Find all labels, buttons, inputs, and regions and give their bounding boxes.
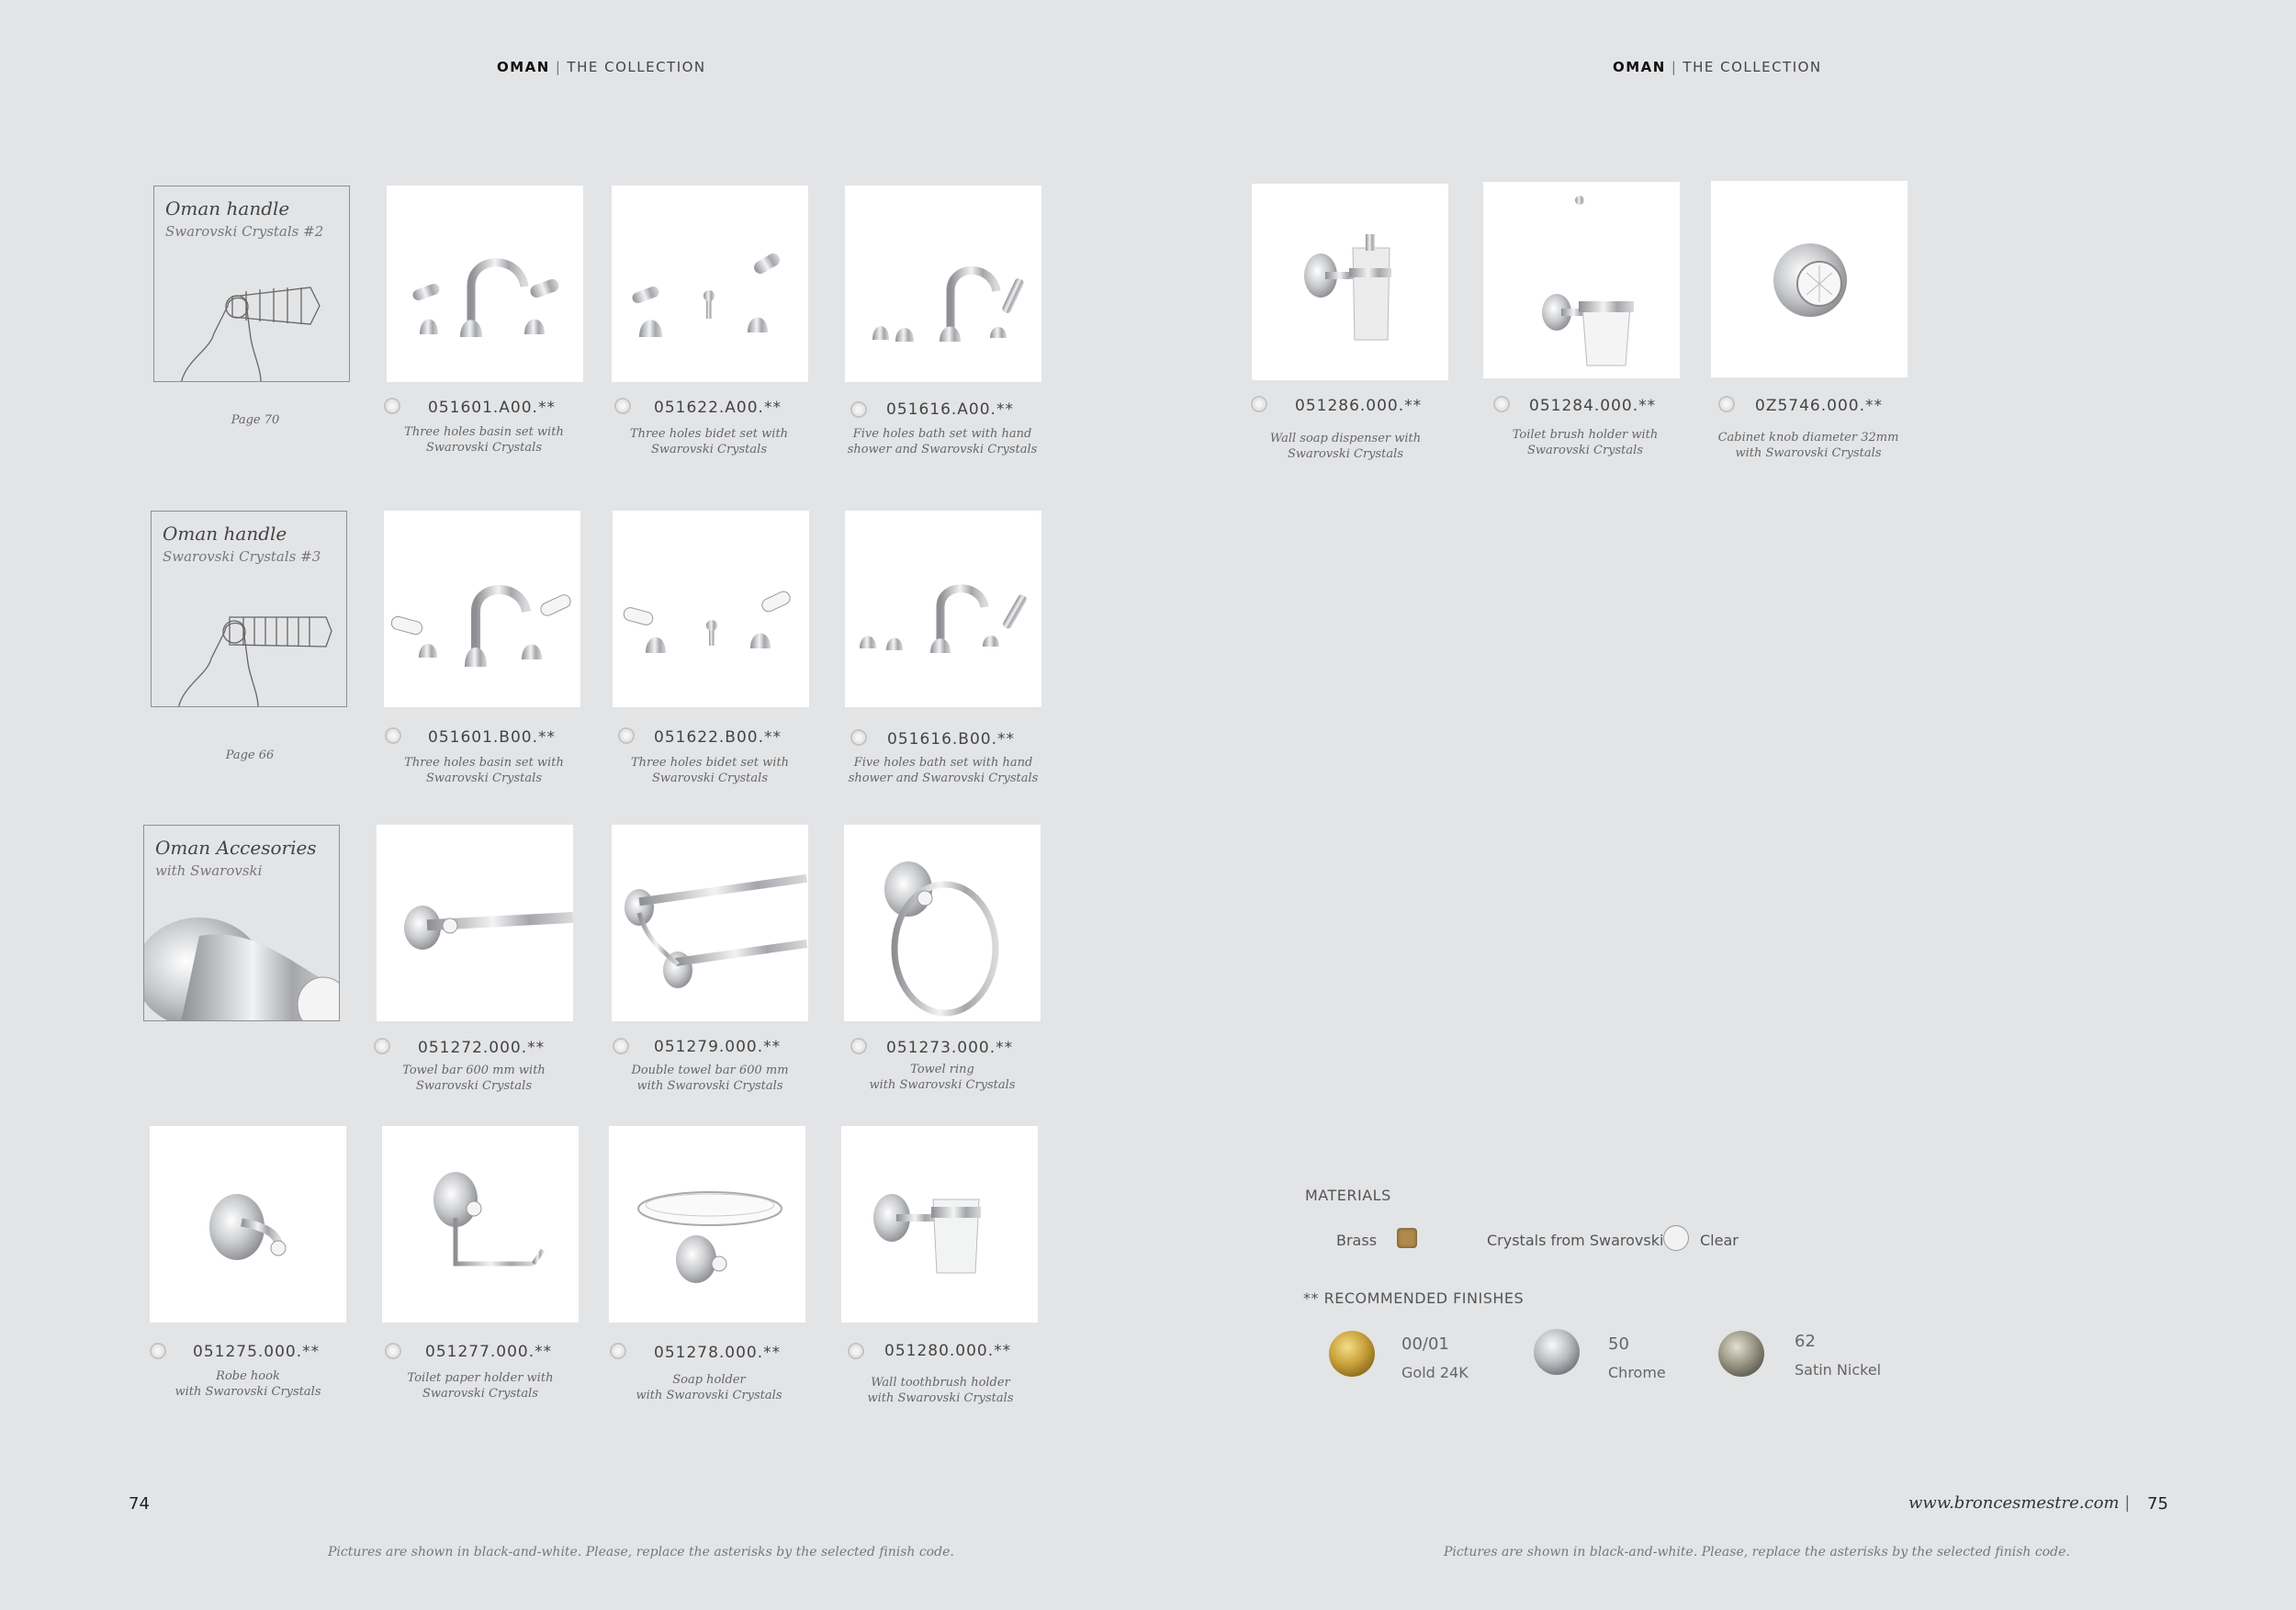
product-image[interactable] bbox=[382, 1126, 579, 1323]
select-radio[interactable] bbox=[150, 1343, 166, 1359]
collection-title: Oman handle bbox=[165, 197, 290, 220]
page-ref[interactable]: Page 70 bbox=[231, 413, 280, 427]
product-image[interactable] bbox=[387, 186, 583, 382]
finish-code: 00/01 bbox=[1401, 1334, 1449, 1354]
product-image[interactable] bbox=[612, 825, 808, 1021]
select-radio[interactable] bbox=[1718, 396, 1735, 412]
material-value: Clear bbox=[1700, 1232, 1739, 1249]
product-code: 051601.A00.** bbox=[428, 399, 556, 417]
product-image[interactable] bbox=[150, 1126, 346, 1323]
product-image[interactable] bbox=[613, 511, 809, 707]
chrome-finish-swatch-icon[interactable] bbox=[1532, 1327, 1581, 1377]
select-radio[interactable] bbox=[618, 727, 635, 744]
double-towel-bar-icon bbox=[612, 825, 808, 1021]
paper-holder-icon bbox=[382, 1126, 579, 1323]
header-title: THE COLLECTION bbox=[567, 59, 706, 75]
product-code: 051273.000.** bbox=[886, 1039, 1014, 1057]
towel-bar-icon bbox=[377, 825, 573, 1021]
product-code: 051280.000.** bbox=[884, 1342, 1012, 1360]
product-image[interactable] bbox=[377, 825, 573, 1021]
select-radio[interactable] bbox=[850, 729, 867, 746]
cabinet-knob-icon bbox=[1711, 181, 1908, 377]
product-code: 051278.000.** bbox=[654, 1344, 782, 1362]
select-radio[interactable] bbox=[848, 1343, 864, 1359]
satin-nickel-finish-swatch-icon[interactable] bbox=[1716, 1329, 1766, 1379]
select-radio[interactable] bbox=[850, 1038, 867, 1054]
bidet-set-icon bbox=[613, 511, 809, 707]
product-description: Five holes bath set with hand shower and Swarovski Crystals bbox=[847, 427, 1038, 456]
select-radio[interactable] bbox=[1251, 396, 1267, 412]
product-code: 051601.B00.** bbox=[428, 728, 556, 747]
select-radio[interactable] bbox=[385, 727, 401, 744]
select-radio[interactable] bbox=[1493, 396, 1510, 412]
select-radio[interactable] bbox=[385, 1343, 401, 1359]
basin-set-icon bbox=[387, 186, 583, 382]
select-radio[interactable] bbox=[374, 1038, 390, 1054]
collection-card-accessories[interactable] bbox=[143, 825, 340, 1021]
product-description: Double towel bar 600 mm with Swarovski Crystals bbox=[631, 1064, 789, 1093]
product-description: Five holes bath set with hand shower and Swarovski Crystals bbox=[848, 756, 1039, 785]
collection-subtitle: Swarovski Crystals #2 bbox=[165, 223, 324, 240]
page-ref[interactable]: Page 66 bbox=[225, 749, 275, 762]
bath-set-icon bbox=[845, 511, 1041, 707]
basin-set-icon bbox=[384, 511, 580, 707]
finishes-heading: ** RECOMMENDED FINISHES bbox=[1303, 1289, 1525, 1307]
collection-subtitle: Swarovski Crystals #3 bbox=[163, 548, 321, 565]
handle-drawing-icon bbox=[152, 512, 347, 707]
product-description: Towel ring with Swarovski Crystals bbox=[869, 1063, 1016, 1092]
product-description: Three holes basin set with Swarovski Crystals bbox=[404, 756, 564, 785]
product-code: 051286.000.** bbox=[1295, 397, 1423, 415]
product-description: Three holes bidet set with Swarovski Crystals bbox=[630, 756, 790, 785]
product-description: Robe hook with Swarovski Crystals bbox=[174, 1369, 321, 1399]
toothbrush-holder-icon bbox=[841, 1126, 1038, 1323]
product-image[interactable] bbox=[844, 825, 1041, 1021]
soap-holder-icon bbox=[609, 1126, 805, 1323]
product-code: 051272.000.** bbox=[418, 1039, 546, 1057]
handle-drawing-icon bbox=[154, 186, 350, 382]
header-brand: OMAN bbox=[497, 59, 550, 75]
toilet-brush-icon bbox=[1483, 182, 1680, 378]
product-description: Cabinet knob diameter 32mm with Swarovski Crystals bbox=[1717, 431, 1899, 460]
product-code: 051284.000.** bbox=[1529, 397, 1657, 415]
left-page-header bbox=[497, 59, 706, 75]
brass-swatch-icon bbox=[1397, 1228, 1417, 1248]
product-code: 0Z5746.000.** bbox=[1755, 397, 1883, 415]
gold-finish-swatch-icon[interactable] bbox=[1327, 1329, 1377, 1379]
collection-subtitle: with Swarovski bbox=[155, 862, 263, 879]
select-radio[interactable] bbox=[610, 1343, 626, 1359]
product-image[interactable] bbox=[1483, 182, 1680, 378]
finish-code: 62 bbox=[1795, 1332, 1816, 1351]
product-image[interactable] bbox=[612, 186, 808, 382]
collection-card-handle-2[interactable] bbox=[153, 186, 350, 382]
collection-title: Oman handle bbox=[163, 523, 287, 545]
product-image[interactable] bbox=[841, 1126, 1038, 1323]
product-code: 051616.B00.** bbox=[887, 730, 1015, 749]
header-title: THE COLLECTION bbox=[1683, 59, 1822, 75]
header-separator: | bbox=[555, 59, 562, 75]
product-code: 051622.B00.** bbox=[654, 728, 782, 747]
product-description: Wall soap dispenser with Swarovski Crystals bbox=[1269, 432, 1422, 461]
product-description: Wall toothbrush holder with Swarovski Crystals bbox=[867, 1376, 1014, 1405]
header-separator: | bbox=[1671, 59, 1678, 75]
finish-name: Gold 24K bbox=[1401, 1364, 1469, 1381]
footnote: Pictures are shown in black-and-white. Please, replace the asterisks by the selected finish code. bbox=[1444, 1545, 2070, 1559]
product-image[interactable] bbox=[1252, 184, 1448, 380]
select-radio[interactable] bbox=[850, 401, 867, 418]
material-label: Crystals from Swarovski bbox=[1487, 1232, 1664, 1249]
product-description: Towel bar 600 mm with Swarovski Crystals bbox=[402, 1064, 546, 1093]
robe-hook-icon bbox=[150, 1126, 346, 1323]
select-radio[interactable] bbox=[613, 1038, 629, 1054]
product-description: Toilet brush holder with Swarovski Crystals bbox=[1512, 428, 1659, 457]
footnote: Pictures are shown in black-and-white. Please, replace the asterisks by the selected finish code. bbox=[328, 1545, 954, 1559]
collection-card-handle-3[interactable] bbox=[151, 511, 347, 707]
product-code: 051277.000.** bbox=[425, 1343, 553, 1361]
finish-name: Satin Nickel bbox=[1795, 1361, 1882, 1379]
header-brand: OMAN bbox=[1613, 59, 1666, 75]
product-description: Toilet paper holder with Swarovski Crystals bbox=[407, 1371, 554, 1401]
product-code: 051279.000.** bbox=[654, 1038, 782, 1056]
product-image[interactable] bbox=[1711, 181, 1908, 377]
product-code: 051622.A00.** bbox=[654, 399, 782, 417]
product-code: 051275.000.** bbox=[193, 1343, 321, 1361]
page-number: 74 bbox=[129, 1494, 150, 1514]
product-description: Soap holder with Swarovski Crystals bbox=[636, 1373, 782, 1402]
finish-code: 50 bbox=[1608, 1334, 1629, 1354]
material-label: Brass bbox=[1336, 1232, 1378, 1249]
product-description: Three holes basin set with Swarovski Crystals bbox=[404, 425, 564, 455]
materials-heading: MATERIALS bbox=[1305, 1187, 1391, 1204]
collection-title: Oman Accesories bbox=[155, 837, 317, 859]
product-image[interactable] bbox=[845, 186, 1041, 382]
product-image[interactable] bbox=[609, 1126, 805, 1323]
bath-set-icon bbox=[845, 186, 1041, 382]
crystal-swatch-icon bbox=[1663, 1225, 1689, 1251]
right-page-header bbox=[1613, 59, 1822, 75]
page-number: 75 bbox=[2147, 1494, 2168, 1514]
soap-dispenser-icon bbox=[1252, 184, 1448, 380]
finish-name: Chrome bbox=[1608, 1364, 1666, 1381]
select-radio[interactable] bbox=[614, 398, 631, 414]
bidet-set-icon bbox=[612, 186, 808, 382]
product-code: 051616.A00.** bbox=[886, 400, 1014, 419]
product-image[interactable] bbox=[384, 511, 580, 707]
select-radio[interactable] bbox=[384, 398, 400, 414]
product-description: Three holes bidet set with Swarovski Crystals bbox=[629, 427, 789, 456]
product-image[interactable] bbox=[845, 511, 1041, 707]
towel-ring-icon bbox=[844, 825, 1041, 1021]
website-link[interactable]: www.broncesmestre.com | bbox=[1908, 1493, 2131, 1513]
